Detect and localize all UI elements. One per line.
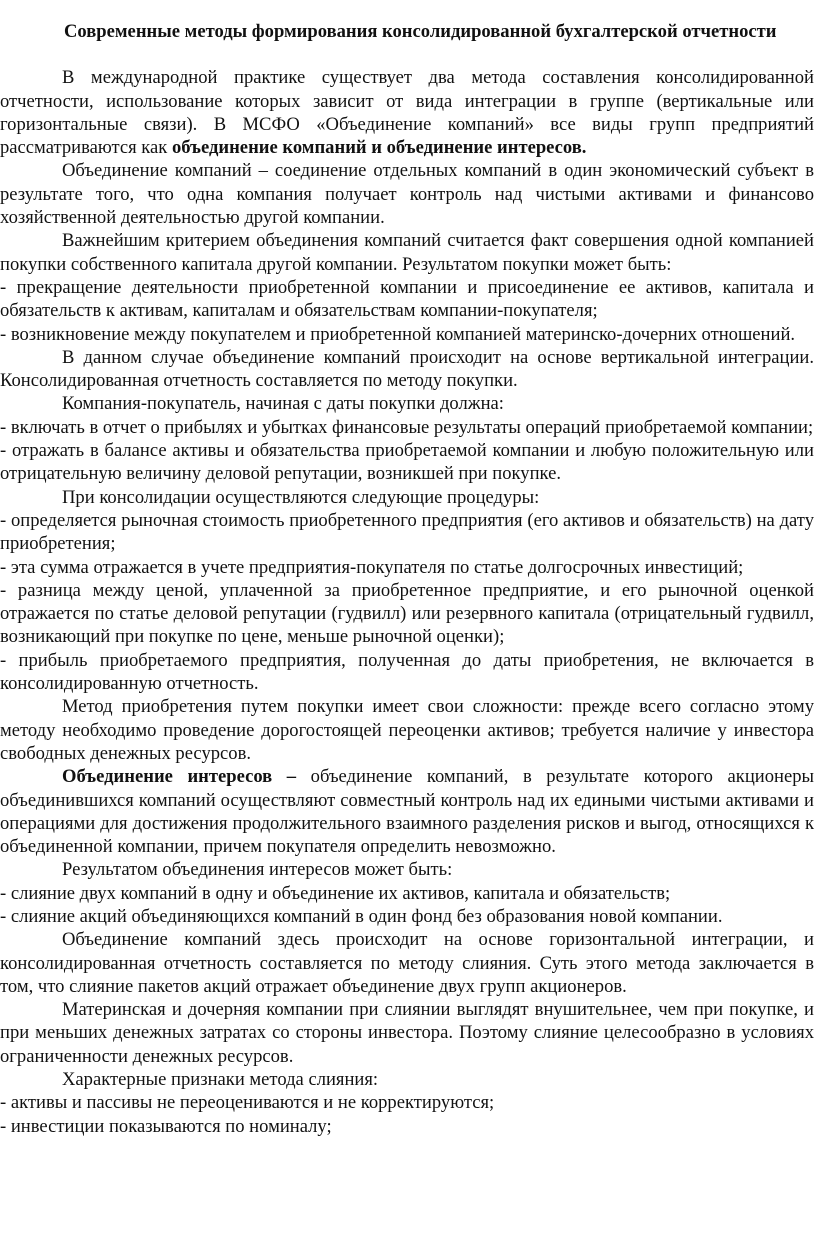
paragraph-pooling bbox=[0, 765, 814, 858]
paragraph-criterion: Важнейшим критерием объединения компаний считается факт совершения одной компанией покупки собственного капитала другой компании. Результатом покупки может быть: bbox=[0, 230, 814, 275]
paragraph-pooling-result: Результатом объединения интересов может быть: bbox=[62, 859, 453, 881]
paragraph-vertical: В данном случае объединение компаний происходит на основе вертикальной интеграции. Консолидированная отчетность составляется по методу покупки. bbox=[0, 346, 814, 392]
paragraph-text: В международной практике существует два метода составления консолидированной отчетности, использование которых зависит от вида интеграции в группе (вертикальные или горизонтальные связи). В МСФО «Объединение компаний» все виды групп предприятий рассматриваются как bbox=[0, 67, 814, 159]
list-item: - включать в отчет о прибылях и убытках финансовые результаты операций приобретаемой компании; bbox=[0, 416, 814, 438]
list-item: - активы и пассивы не переоцениваются и не корректируются; bbox=[0, 1092, 495, 1114]
list-item: - прекращение деятельности приобретенной компании и присоединение ее активов, капитала и обязательств к активам, капиталам и обязательствам компании-покупателя; bbox=[0, 276, 814, 322]
paragraph-merger: Материнская и дочерняя компании при слиянии выглядят внушительнее, чем при покупке, и при меньших денежных затратах со стороны инвестора. Поэтому слияние целесообразно в условиях ограниченности денежных ресурсов. bbox=[0, 999, 814, 1067]
paragraph-features: Характерные признаки метода слияния: bbox=[62, 1069, 379, 1091]
paragraph-text: объединение компаний, в результате которого акционеры объединившихся компаний осуществляют совместный контроль над их едиными чистыми активами и операциями для достижения продолжительного взаимного разделения рисков и выгод, относящихся к объединенной компании, причем покупателя определить невозможно. bbox=[0, 766, 815, 858]
paragraph-buyer: Компания-покупатель, начиная с даты покупки должна: bbox=[62, 393, 504, 415]
list-item: - определяется рыночная стоимость приобретенного предприятия (его активов и обязательств) на дату приобретения; bbox=[0, 509, 814, 555]
list-item: - разница между ценой, уплаченной за приобретенное предприятие, и его рыночной оценкой отражается по статье деловой репутации (гудвилл) или резервного капитала (отрицательный гудвилл, возникающий при покупке по цене, меньше рыночной оценки); bbox=[0, 579, 814, 648]
list-item: - возникновение между покупателем и приобретенной компанией материнско-дочерних отношений. bbox=[0, 323, 796, 345]
paragraph-horizontal: Объединение компаний здесь происходит на основе горизонтальной интеграции, и консолидированная отчетность составляется по методу слияния. Суть этого метода заключается в том, что слияние пакетов акций отражает объединение двух групп акционеров. bbox=[0, 929, 814, 997]
bold-phrase: объединение компаний и объединение интересов. bbox=[172, 137, 587, 159]
list-item: - слияние двух компаний в одну и объединение их активов, капитала и обязательств; bbox=[0, 882, 671, 904]
paragraph-procedures: При консолидации осуществляются следующие процедуры: bbox=[62, 486, 540, 508]
paragraph-definition: Объединение компаний – соединение отдельных компаний в один экономический субъект в результате того, что одна компания получает контроль над чистыми активами и финансово хозяйственной деятельностью другой компании. bbox=[0, 160, 814, 229]
list-item: - эта сумма отражается в учете предприятия-покупателя по статье долгосрочных инвестиций; bbox=[0, 556, 744, 578]
list-item: - слияние акций объединяющихся компаний в один фонд без образования новой компании. bbox=[0, 905, 723, 927]
paragraph-difficulties: Метод приобретения путем покупки имеет свои сложности: прежде всего согласно этому методу необходимо проведение дорогостоящей переоценки активов; требуется наличие у инвестора свободных денежных ресурсов. bbox=[0, 696, 814, 764]
paragraph-methods bbox=[0, 66, 814, 159]
list-item: - инвестиции показываются по номиналу; bbox=[0, 1115, 332, 1137]
document-title: Современные методы формирования консолидированной бухгалтерской отчетности bbox=[64, 21, 777, 42]
list-item: - прибыль приобретаемого предприятия, полученная до даты приобретения, не включается в консолидированную отчетность. bbox=[0, 649, 814, 695]
list-item: - отражать в балансе активы и обязательства приобретаемой компании и любую положительную или отрицательную величину деловой репутации, возникшей при покупке. bbox=[0, 440, 814, 485]
bold-phrase: Объединение интересов – bbox=[62, 766, 297, 788]
